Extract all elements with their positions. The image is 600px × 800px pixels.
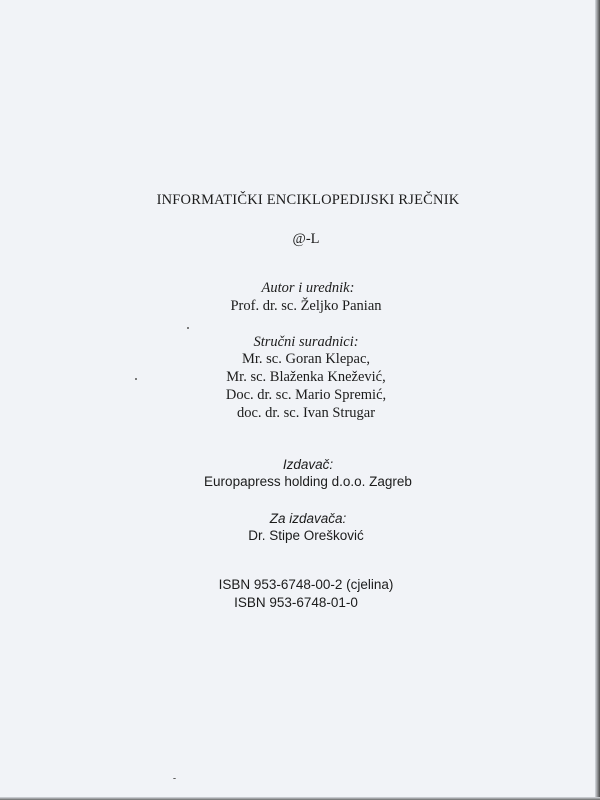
contributor-name: Mr. sc. Blaženka Knežević, <box>226 369 386 385</box>
print-speck <box>187 327 189 329</box>
author-name: Prof. dr. sc. Željko Panian <box>230 298 382 314</box>
contributor-name: Doc. dr. sc. Mario Spremić, <box>225 387 387 403</box>
print-speck <box>135 378 137 380</box>
for-publisher-name: Dr. Stipe Orešković <box>248 528 364 543</box>
volume-range: @-L <box>292 231 320 247</box>
contributor-name: Mr. sc. Goran Klepac, <box>241 351 371 367</box>
book-title: INFORMATIČKI ENCIKLOPEDIJSKI RJEČNIK <box>156 192 460 208</box>
author-label: Autor i urednik: <box>261 280 355 296</box>
publisher-name: Europapress holding d.o.o. Zagreb <box>204 474 412 489</box>
print-speck <box>173 778 176 779</box>
contributors-label: Stručni suradnici: <box>253 334 359 350</box>
isbn-set: ISBN 953-6748-00-2 (cjelina) <box>218 577 394 592</box>
publisher-label: Izdavač: <box>282 457 334 472</box>
contributor-name: doc. dr. sc. Ivan Strugar <box>236 405 376 421</box>
isbn-volume: ISBN 953-6748-01-0 <box>234 595 358 610</box>
page-edge-shadow-right <box>595 0 600 800</box>
for-publisher-label: Za izdavača: <box>269 511 347 526</box>
